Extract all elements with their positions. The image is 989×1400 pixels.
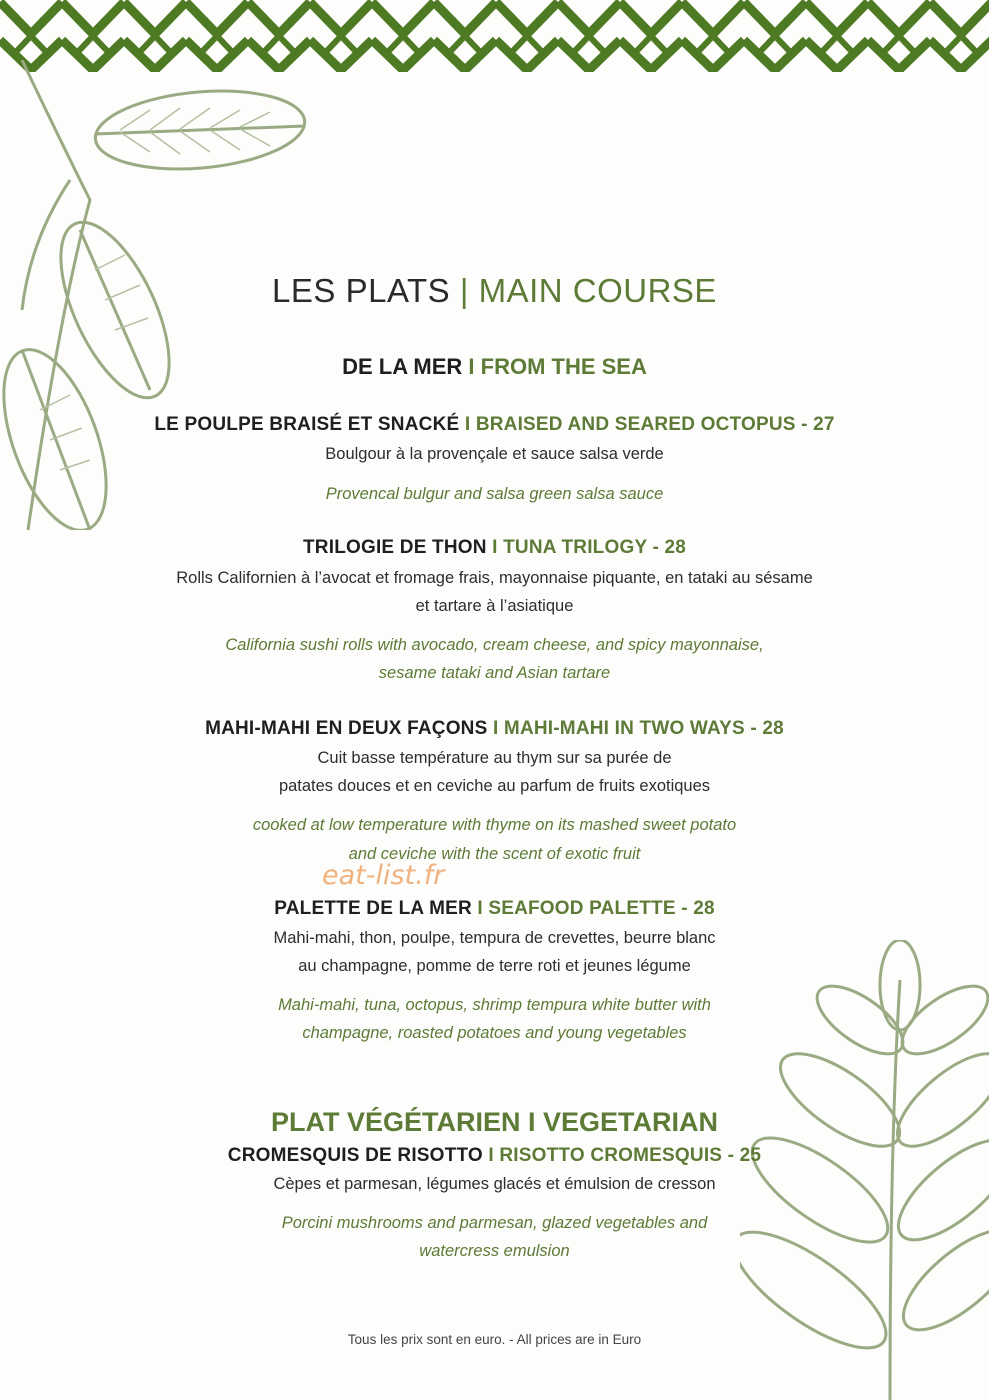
dish-name-fr: CROMESQUIS DE RISOTTO	[227, 1145, 483, 1166]
dish-name-fr: PALETTE DE LA MER	[274, 898, 472, 919]
dish-description-fr: Cuit basse température au thym sur sa purée de	[317, 749, 672, 767]
dish-description-en: Provencal bulgur and salsa green salsa sauce	[325, 485, 664, 503]
dish-name	[0, 1145, 989, 1167]
dish-description-fr: au champagne, pomme de terre roti et jeunes légume	[298, 957, 691, 975]
section-heading-sea	[0, 354, 989, 380]
dish-description-en: Mahi-mahi, tuna, octopus, shrimp tempura white butter with	[278, 996, 711, 1014]
dish-name	[0, 898, 989, 920]
title-en: MAIN COURSE	[478, 272, 717, 309]
dish-description-fr: Boulgour à la provençale et sauce salsa verde	[325, 445, 664, 463]
dish-name	[0, 718, 989, 740]
dish-name-en: I RISOTTO CROMESQUIS - 25	[488, 1145, 762, 1166]
dish-description-fr: Mahi-mahi, thon, poulpe, tempura de crevettes, beurre blanc	[273, 929, 716, 947]
dish-name	[0, 537, 989, 559]
watermark: eat-list.fr	[322, 860, 445, 891]
dish-description-en: sesame tataki and Asian tartare	[378, 664, 611, 682]
dish-description-fr: patates douces et en ceviche au parfum de fruits exotiques	[278, 777, 711, 795]
dish-description-en: champagne, roasted potatoes and young vegetables	[302, 1024, 687, 1042]
dish-description-fr: Cèpes et parmesan, légumes glacés et émulsion de cresson	[273, 1175, 716, 1193]
dish-description-en: cooked at low temperature with thyme on its mashed sweet potato	[252, 816, 737, 834]
dish-name-fr: LE POULPE BRAISÉ ET SNACKÉ	[154, 414, 460, 435]
page-title	[0, 272, 989, 310]
dish-description-en: watercress emulsion	[419, 1242, 570, 1260]
dish-name-en: I MAHI-MAHI IN TWO WAYS - 28	[492, 718, 784, 739]
dish-name-fr: MAHI-MAHI EN DEUX FAÇONS	[205, 718, 488, 739]
dish-description-fr: et tartare à l’asiatique	[415, 597, 574, 615]
dish-description-en: Porcini mushrooms and parmesan, glazed vegetables and	[281, 1214, 708, 1232]
dish-description-en: and ceviche with the scent of exotic fruit	[348, 845, 641, 863]
dish-name-en: I BRAISED AND SEARED OCTOPUS - 27	[464, 414, 835, 435]
dish-name	[0, 414, 989, 436]
section-heading-fr: DE LA MER	[342, 354, 463, 379]
dish-name-fr: TRILOGIE DE THON	[302, 537, 487, 558]
dish-name-en: I SEAFOOD PALETTE - 28	[477, 898, 715, 919]
title-fr: LES PLATS	[272, 272, 451, 309]
dish-description-fr: Rolls Californien à l’avocat et fromage frais, mayonnaise piquante, en tataki au sésame	[176, 569, 813, 587]
section-heading-vegetarian: PLAT VÉGÉTARIEN I VEGETARIAN	[270, 1107, 719, 1137]
title-separator: |	[459, 272, 469, 309]
price-note: Tous les prix sont en euro. - All prices are in Euro	[347, 1332, 642, 1347]
dish-description-en: California sushi rolls with avocado, cream cheese, and spicy mayonnaise,	[225, 636, 764, 654]
section-heading-en: I FROM THE SEA	[468, 354, 647, 379]
dish-name-en: I TUNA TRILOGY - 28	[492, 537, 686, 558]
